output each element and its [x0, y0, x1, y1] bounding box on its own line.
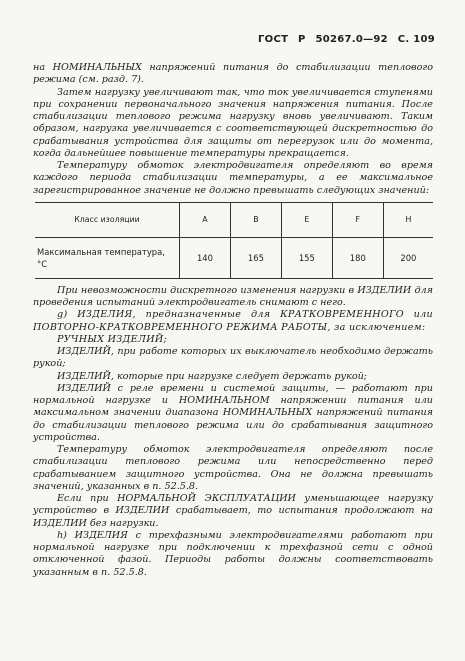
paragraph: ИЗДЕЛИЙ, при работе которых их выключатель необходимо держать рукой; — [33, 346, 433, 370]
paragraph: Если при НОРМАЛЬНОЙ ЭКСПЛУАТАЦИИ уменьшающее нагрузку устройство в ИЗДЕЛИИ срабатывает, то испытания продолжают на ИЗДЕЛИИ без нагрузки. — [33, 493, 433, 529]
insulation-class-table — [35, 202, 433, 279]
paragraph: Температуру обмоток электродвигателя определяют во время каждого периода стабилизации температуры, а ее максимальное зарегистрированное значение не должно превышать следующих значений: — [33, 160, 433, 196]
table-header-cell: B — [230, 202, 281, 237]
table-header-cell: E — [281, 202, 332, 237]
paragraph: ИЗДЕЛИЙ, которые при нагрузке следует держать рукой; — [57, 370, 368, 382]
paragraph: h) ИЗДЕЛИЯ с трехфазными электродвигателями работают при нормальной нагрузке при подключении к трехфазной сети с одной отключенной фазой. Периоды работы должны соответствовать указанным в п. 52.5.8. — [33, 529, 433, 578]
table-cell: 155 — [281, 237, 332, 278]
paragraph: Затем нагрузку увеличивают так, что ток увеличивается ступенями при сохранении первоначального значения напряжения питания. После стабилизации теплового режима нагрузку вновь увеличивают. Таким образом, нагрузка увеличивается с соответствующей дискретностью до срабатывания устройства для защиты от перегрузок или до момента, когда дальнейшее повышение температуры прекращается. — [33, 86, 433, 159]
table-header-cell: H — [383, 202, 433, 237]
table-header-cell: F — [332, 202, 383, 237]
header-page-number: С. 109 — [397, 34, 435, 45]
table-cell: 200 — [383, 237, 433, 278]
table-row-label: Максимальная температура, °С — [35, 237, 180, 278]
paragraph: на НОМИНАЛЬНЫХ напряжений питания до стабилизации теплового режима (см. разд. 7). — [33, 62, 433, 86]
table-cell: 165 — [230, 237, 281, 278]
table-header-cell: A — [180, 202, 231, 237]
header-r: Р — [298, 34, 306, 45]
paragraph: ИЗДЕЛИЙ с реле времени и системой защиты, — работают при нормальной нагрузке и НОМИНАЛЬНОМ напряжении питания или максимальном значении диапазона НОМИНАЛЬНЫХ напряжений питания до стабилизации теплового режима или до срабатывания защитного устройства. — [33, 382, 433, 443]
paragraph: РУЧНЫХ ИЗДЕЛИЙ; — [57, 333, 168, 345]
body-text — [33, 62, 433, 579]
table-header-label: Класс изоляции — [35, 202, 180, 237]
table-cell: 180 — [332, 237, 383, 278]
table-cell: 140 — [180, 237, 231, 278]
header-gost: ГОСТ — [257, 34, 289, 45]
paragraph: Температуру обмоток электродвигателя определяют после стабилизации теплового режима или непосредственно перед срабатыванием защитного устройства. Она не должна превышать значений, указанных в п. 52.5.8. — [33, 444, 433, 492]
page-header — [258, 34, 435, 45]
table-header-row — [35, 202, 433, 237]
paragraph: При невозможности дискретного изменения нагрузки в ИЗДЕЛИИ для проведения испытаний электродвигатель снимают с него. — [33, 284, 433, 308]
header-standard-number: 50267.0—92 — [315, 34, 388, 45]
table-row — [35, 237, 433, 278]
paragraph: g) ИЗДЕЛИЯ, предназначенные для КРАТКОВРЕМЕННОГО или ПОВТОРНО-КРАТКОВРЕМЕННОГО РЕЖИМА РАБОТЫ, за исключением: — [33, 309, 433, 333]
